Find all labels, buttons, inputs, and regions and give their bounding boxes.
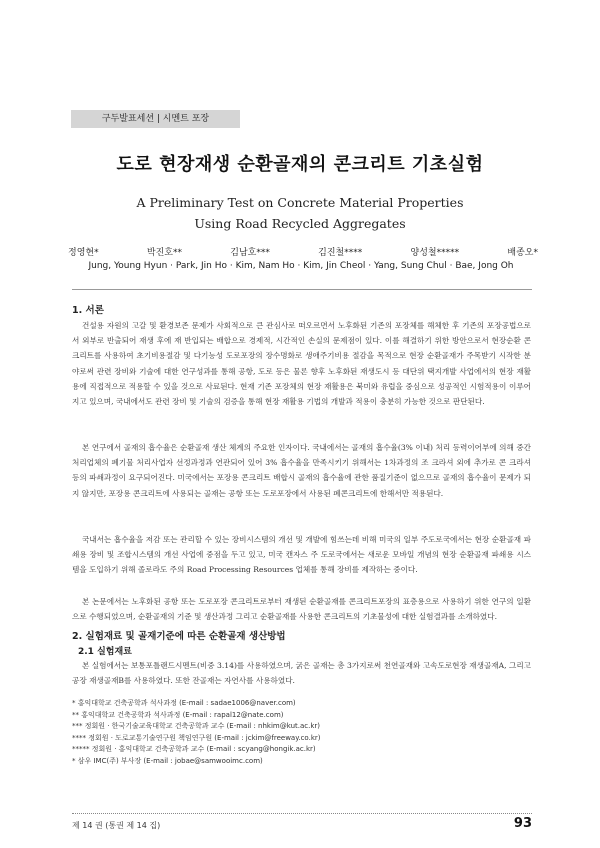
divider: [72, 289, 532, 290]
section-heading-introduction: 1. 서론: [72, 305, 104, 316]
body-paragraph: 건설용 자원의 고갈 및 환경보존 문제가 사회적으로 큰 관심사로 떠오르면서 노후화된 기존의 포장체를 해체한 후 기존의 포장공법으로서 외부로 반출되어 재생 후에 재 반입되는 배합으로 경제적, 시간적인 손실의 문제점이 있다. 이를 해결하기 위한 방안으로서 현장순환 콘크리트를 사용하여 초기비용절감 및 다기능성 도로포장의 장수명화로 생애주기비용 절감을 목적으로 현장 순환골재가 주목받기 시작한 분야로써 관련 장비와 기술에 대한 연구성과를 통해 공항, 도로 등은 물론 향후 노후화된 재생도시 등 대단위 택지개발 사업에서의 현장 재활용에 직접적으로 적용할 수 있을 것으로 사료된다. 현재 기존 포장체의 현장 재활용은 북미와 유럽을 중심으로 성공적인 시험적용이 이루어지고 있으며, 국내에서도 관련 장비 및 기술의 검증을 통해 현장 재활용 기법의 개발과 적용이 충분히 가능한 것으로 판단된다.: [72, 321, 531, 407]
body-paragraph: 본 논문에서는 노후화된 공항 또는 도로포장 콘크리트로부터 재생된 순환골재를 콘크리트포장의 표층용으로 사용하기 위한 연구의 일환으로 수행되었으며, 순환골재의 기준 및 생산과정 그리고 순환골재를 사용한 콘크리트의 기초물성에 대한 실험결과를 소개하였다.: [72, 597, 531, 622]
footnote: * 삼우 IMC(주) 부사장 (E-mail : jobae@samwooimc.com): [72, 756, 263, 765]
footnote: *** 정회원 · 한국기술교육대학교 건축공학과 교수 (E-mail : nhkim@kut.ac.kr): [72, 722, 321, 731]
author-name: 김남호***: [230, 248, 270, 258]
footnote: ** 홍익대학교 건축공학과 석사과정 (E-mail : rapal12@nate.com): [72, 710, 284, 719]
author-list-english: Jung, Young Hyun · Park, Jin Ho · Kim, Nam Ho · Kim, Jin Cheol · Yang, Sung Chul · Bae, Jong Oh: [88, 261, 514, 271]
author-list-korean: [68, 245, 538, 259]
footer-divider: [72, 813, 532, 814]
author-name: 박진호**: [146, 248, 182, 258]
author-name: 양성철*****: [410, 248, 460, 258]
author-name: 배종오*: [507, 248, 538, 258]
page-number: 93: [513, 816, 532, 831]
body-paragraph: 국내서는 흡수율을 저감 또는 관리할 수 있는 장비시스템의 개선 및 개발에 힘쓰는데 비해 미국의 일부 주도로국에서는 현장 순환골재 파쇄용 장비 및 조합시스템의 개선 사업에 중점을 두고 있고, 미국 캔자스 주 도로국에서는 새로운 모바일 개념의 현장 순환골재 파쇄용 시스템을 도입하기 위해 졸로라도 주의 Road Processing Resources 업체를 통해 장비를 제작하는 중이다.: [72, 535, 531, 575]
author-name: 정영현*: [68, 248, 99, 258]
paper-title-english: [0, 192, 600, 234]
section-tag: 구두발표세션 | 시멘트 포장: [71, 110, 240, 128]
paper-title-korean: 도로 현장재생 순환골재의 콘크리트 기초실험: [116, 154, 484, 175]
paper-title-english-line2: Using Road Recycled Aggregates: [194, 216, 406, 231]
footnote: **** 정회원 · 도로교통기술연구원 책임연구원 (E-mail : jckim@freeway.co.kr): [72, 733, 321, 742]
body-paragraph: 본 연구에서 골재의 흡수율은 순환골재 생산 체계의 주요한 인자이다. 국내에서는 골재의 흡수율(3% 이내) 처리 등력이어부에 의해 중간처리업체의 폐기물 처리사업자 선정과정과 연관되어 있어 3% 흡수율을 만족시키기 위해서는 1차과정의 조 크라셔 외에 추가로 콘 크라셔 등의 파쇄과정이 요구되어진다. 미국에서는 포장용 콘크리트 배합시 골재의 흡수율에 관한 품질기준이 없으므로 골재의 흡수율이 문제가 되지 않지만, 포장용 콘크리트에 사용되는 골재는 공항 또는 도로포장에서 사용된 폐콘크리트에 한해서만 적용된다.: [72, 443, 531, 498]
footnotes: [72, 698, 532, 768]
footnote: ***** 정회원 · 홍익대학교 건축공학과 교수 (E-mail : scyang@hongik.ac.kr): [72, 745, 316, 754]
subsection-heading: 2.1 실험재료: [78, 647, 132, 657]
author-name: 김진철****: [318, 248, 363, 258]
paper-title-english-line1: A Preliminary Test on Concrete Material Properties: [136, 195, 464, 210]
journal-volume: 제 14 권 (통권 제 14 집): [72, 821, 161, 830]
footnote: * 홍익대학교 건축공학과 석사과정 (E-mail : sadae1006@naver.com): [72, 699, 296, 707]
section-heading-materials: 2. 실험재료 및 골재기준에 따른 순환골재 생산방법: [72, 631, 286, 642]
body-paragraph: 본 실험에서는 보통포틀랜드시멘트(비중 3.14)를 사용하였으며, 굵은 골재는 총 3가지로써 천연골재와 고속도로현장 재생골재A, 그리고 공장 재생골재B를 사용하였다. 또한 잔골재는 자연사를 사용하였다.: [72, 661, 531, 686]
